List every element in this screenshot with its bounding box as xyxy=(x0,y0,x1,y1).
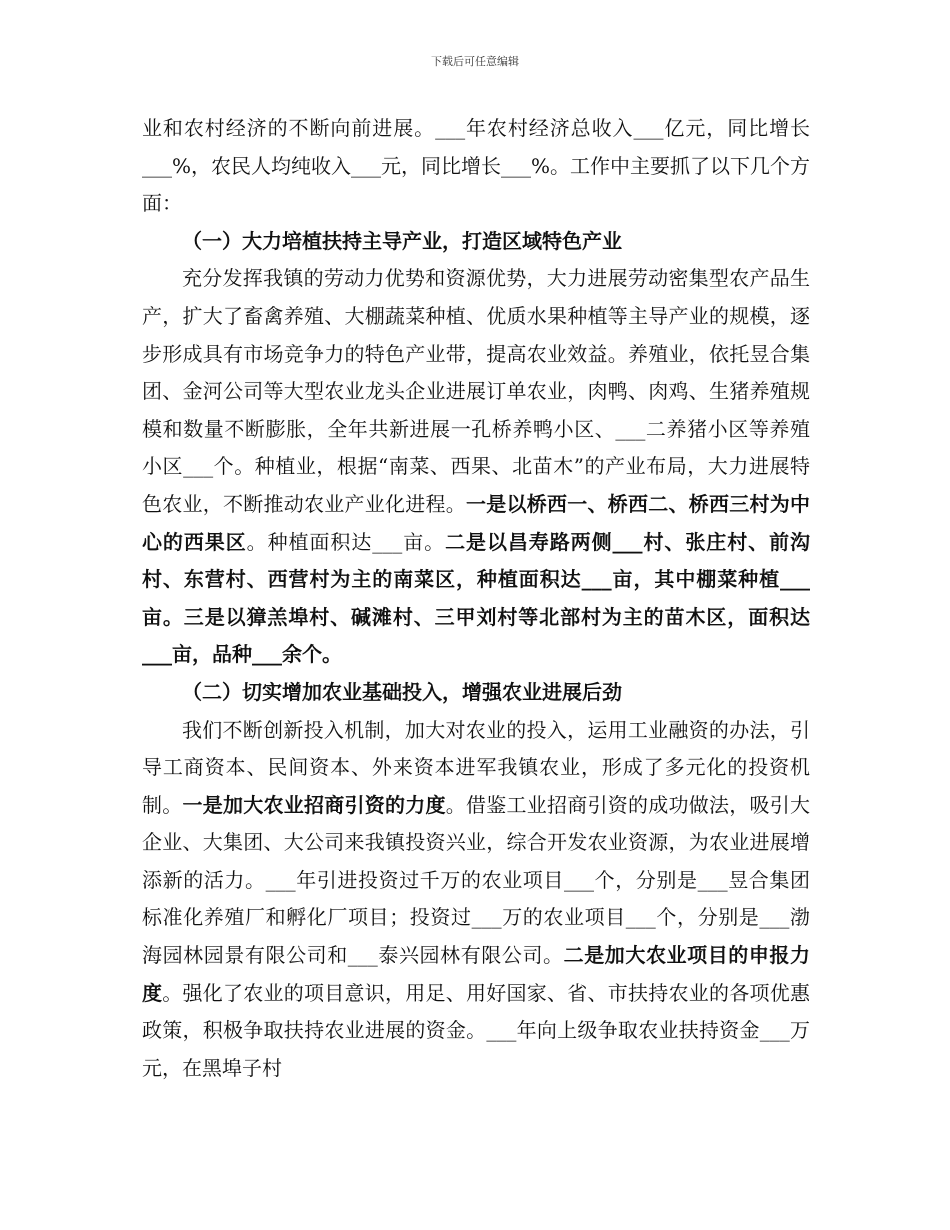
text-run: 充分发挥我镇的劳动力优势和资源优势，大力进展劳动密集型农产品生产，扩大了畜禽养殖、大棚蔬菜种植、优质水果种植等主导产业的规模，逐步形成具有市场竞争力的特色产业带，提高农业效益。养殖业，依托昱合集团、金河公司等大型农业龙头企业进展订单农业，肉鸭、肉鸡、生猪养殖规模和数量不断膨胀，全年共新进展一孔桥养鸭小区、___二养猪小区等养殖小区___个。种植业，根据“南菜、西果、北苗木”的产业布局，大力进展特色农业，不断推动农业产业化进程。 xyxy=(142,266,810,516)
text-run: 。种植面积达___亩。 xyxy=(246,529,446,554)
document-body xyxy=(142,110,810,1087)
bold-text-run: 一是加大农业招商引资的力度 xyxy=(182,792,446,817)
text-run: 我们不断创新投入机制，加大对农业的投入，运用工业融资的办法，引导工商资本、民间资本、外来资本进军我镇农业，形成了多元化的投资机制。 xyxy=(142,717,810,817)
section-heading-2: （二）切实增加农业基础投入，增强农业进展后劲 xyxy=(182,679,622,704)
text-run: 。借鉴工业招商引资的成功做法，吸引大企业、大集团、大公司来我镇投资兴业，综合开发农业资源，为农业进展增添新的活力。___年引进投资过千万的农业项目___个，分别是___昱合集团标准化养殖厂和孵化厂项目；投资过___万的农业项目___个，分别是___渤海园林园景有限公司和___泰兴园林有限公司。 xyxy=(142,792,810,968)
bold-text-run: 二是以昌寿路两侧___村、张庄村、前沟村、东营村、西营村为主的南菜区，种植面积达___亩，其中棚菜种植___亩。三是以獐羔埠村、碱滩村、三甲刘村等北部村为主的苗木区，面积达___亩，品种___余个。 xyxy=(142,529,811,667)
bold-text-run: 二是加大农业项目的申报力度 xyxy=(142,943,811,1005)
paragraph-section-2 xyxy=(142,712,810,1088)
bold-text-run: 一是以桥西一、桥西二、桥西三村为中心的西果区 xyxy=(142,491,810,554)
paragraph-section-1 xyxy=(142,260,810,674)
page-header-note: 下载后可任意编辑 xyxy=(431,55,519,68)
section-heading-1: （一）大力培植扶持主导产业，打造区域特色产业 xyxy=(182,228,622,253)
paragraph-intro: 业和农村经济的不断向前进展。___年农村经济总收入___亿元，同比增长___%，农民人均纯收入___元，同比增长___%。工作中主要抓了以下几个方面： xyxy=(142,116,811,216)
text-run: 。强化了农业的项目意识，用足、用好国家、省、市扶持农业的各项优惠政策，积极争取扶持农业进展的资金。___年向上级争取农业扶持资金___万元，在黑埠子村 xyxy=(142,980,810,1080)
